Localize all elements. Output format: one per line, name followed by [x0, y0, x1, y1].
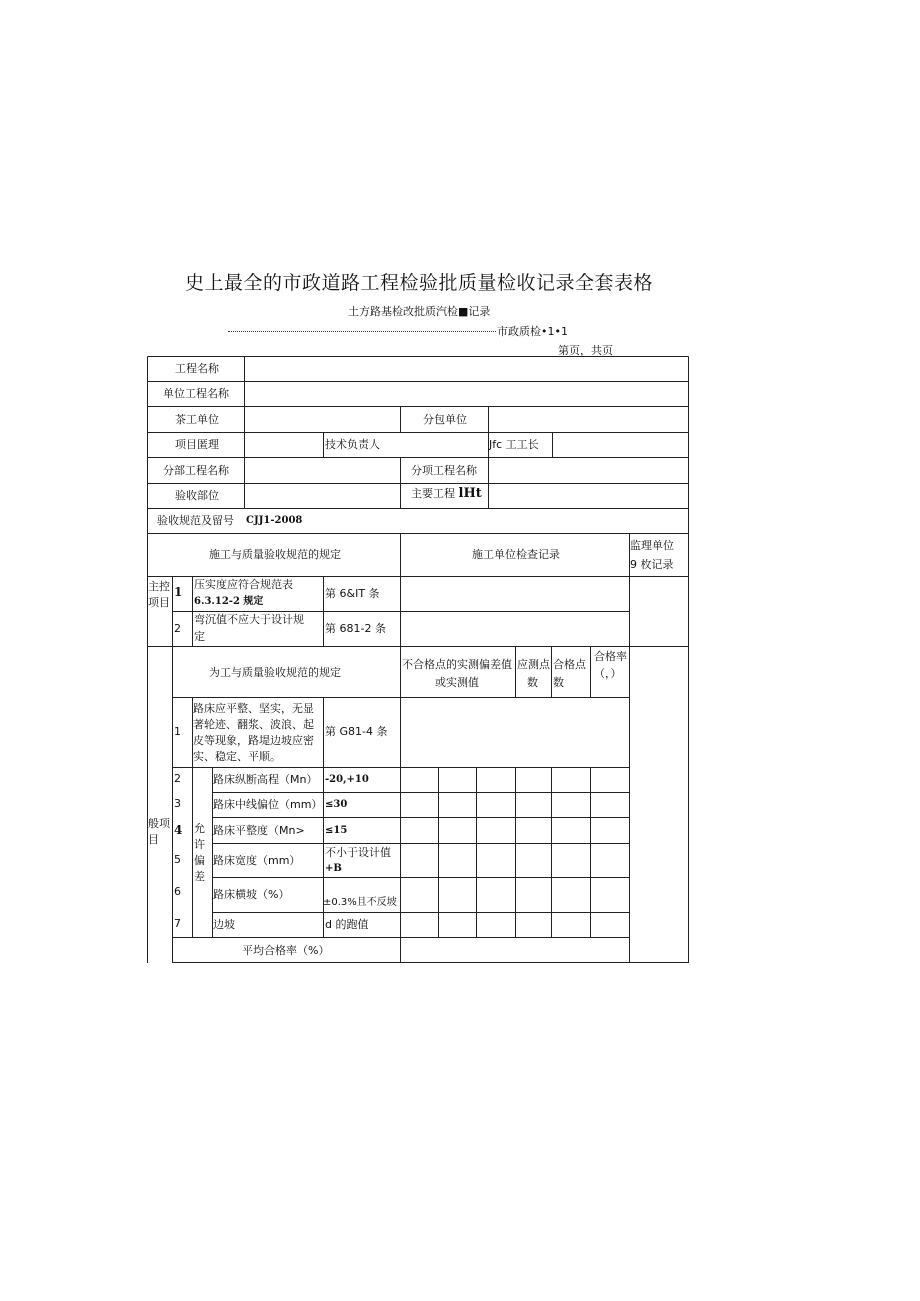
row-5-value: 不小于设计值 [325, 846, 391, 859]
main-quantity-label [411, 487, 482, 501]
rate-header-line1: 合格率 [594, 650, 627, 663]
row-3-no: 3 [174, 797, 181, 810]
main-item-1-desc: 压实度应符合规范表 [194, 578, 293, 591]
row-7-name: 边坡 [213, 918, 235, 931]
foreman-label: Jfc 工工长 [489, 438, 539, 451]
points-header-line2: 数 [527, 676, 538, 689]
supervisor-header-line2: 9 枚记录 [630, 558, 674, 571]
row-6-value: ±0.3%且不反坡 [323, 897, 397, 908]
row-4-value: ≤15 [325, 825, 348, 836]
pass-header-line2: 数 [553, 676, 564, 689]
subcontract-unit-label: 分包单位 [423, 413, 467, 426]
inspection-part-label: 验收部位 [175, 489, 219, 502]
inspection-table [147, 356, 689, 963]
form-code: 市政质检•1•1 [497, 325, 568, 338]
main-item-2-desc-2: 定 [194, 630, 205, 643]
allow-deviation-label: 允许偏差 [194, 822, 205, 883]
row-2-no: 2 [174, 772, 181, 785]
dotted-leader [228, 329, 496, 332]
unit-project-name-label: 单位工程名称 [163, 387, 229, 400]
points-header-line1: 应测点 [517, 658, 550, 671]
main-spec-header: 施工与质量验收规范的规定 [209, 548, 341, 561]
row-2-value: -20,+10 [325, 774, 369, 785]
general-item-1-clause: 第 G81-4 条 [325, 725, 388, 738]
main-item-1-desc-2: 6.3.12-2 规定 [194, 596, 264, 607]
technical-lead-label: 技术负责人 [325, 438, 380, 451]
subitem-name-label: 分项工程名称 [411, 464, 477, 477]
row-3-value: ≤30 [325, 799, 348, 810]
deviation-header-line1: 不合格点的实测偏差值 [402, 658, 512, 671]
standard-value: CJJ1-2008 [246, 515, 303, 526]
standard-label: 验收规范及留号 [157, 514, 234, 527]
general-spec-header: 为工与质量验收规范的规定 [209, 666, 341, 679]
row-5-value-2: +B [325, 863, 342, 874]
main-item-1-clause: 第 6&IT 条 [325, 587, 380, 600]
row-2-name: 路床纵断高程（Mn） [213, 773, 318, 786]
page-info: 第页，共页 [558, 344, 613, 357]
row-4-no: 4 [174, 823, 183, 837]
row-7-no: 7 [174, 917, 181, 930]
construction-unit-label: 茶工单位 [175, 413, 219, 426]
average-rate-label: 平均合格率（%） [242, 944, 330, 957]
general-item-1-no: 1 [174, 725, 181, 738]
main-control-label: 主控项目 [148, 580, 170, 609]
row-6-no: 6 [174, 885, 181, 898]
main-record-header: 施工单位检查记录 [472, 548, 560, 561]
project-manager-label: 项目匿理 [175, 438, 219, 451]
general-section-label: 般项目 [148, 817, 170, 846]
row-7-value: d 的跑值 [325, 918, 369, 931]
row-5-name: 路床宽度（mm） [213, 854, 301, 867]
main-quantity-text: 主要工程 [411, 487, 455, 500]
general-item-1-desc: 路床应平整、坚实，无显著轮迹、翻浆、波浪、起皮等现象，路堤边坡应密实、稳定、平顺。 [193, 702, 314, 763]
main-item-2-desc: 弯沉值不应大于设计规 [194, 613, 304, 626]
rate-header-line2: （，） [594, 667, 622, 680]
main-item-2-clause: 第 681-2 条 [325, 622, 386, 635]
deviation-header-line2: 或实测值 [435, 676, 479, 689]
row-5-no: 5 [174, 853, 181, 866]
main-quantity-suffix: lHt [458, 486, 482, 501]
main-item-1-no: 1 [174, 585, 183, 599]
supervisor-header-line1: 监理单位 [630, 539, 674, 552]
form-subtitle: 土方路基检改批质汽检■记录 [348, 305, 491, 318]
pass-header-line1: 合格点 [553, 658, 586, 671]
row-6-name: 路床横坡（%） [213, 888, 290, 901]
project-name-label: 工程名称 [175, 362, 219, 375]
main-item-2-no: 2 [174, 622, 181, 635]
division-name-label: 分部工程名称 [163, 464, 229, 477]
row-3-name: 路床中线偏位（mm） [213, 798, 323, 811]
document-title: 史上最全的市政道路工程检验批质量检收记录全套表格 [185, 272, 654, 294]
row-4-name: 路床平整度（Mn> [213, 824, 305, 837]
